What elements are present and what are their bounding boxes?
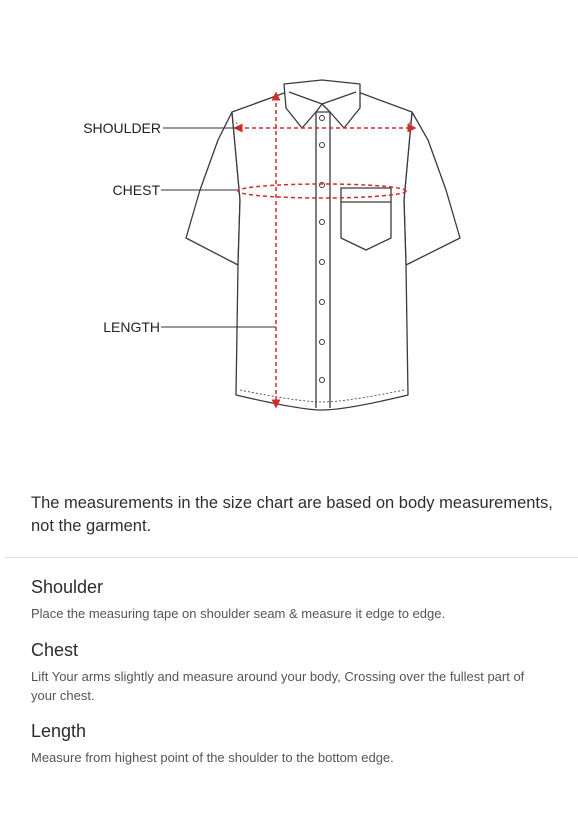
guide-chest xyxy=(31,639,531,705)
button xyxy=(320,340,325,345)
button xyxy=(320,116,325,121)
guide-text: Place the measuring tape on shoulder seam & measure it edge to edge. xyxy=(31,606,446,621)
left-sleeve xyxy=(186,112,240,265)
length-label: LENGTH xyxy=(103,319,160,335)
shoulder-label: SHOULDER xyxy=(83,120,161,136)
button xyxy=(320,220,325,225)
measurement-note: The measurements in the size chart are based on body measurements, not the garment. xyxy=(31,494,553,535)
divider xyxy=(5,557,578,558)
guide-length xyxy=(31,720,531,767)
chest-label: CHEST xyxy=(112,182,160,198)
shirt-illustration xyxy=(186,80,460,410)
guide-text: Measure from highest point of the shoulder to the bottom edge. xyxy=(31,750,394,765)
guide-title: Shoulder xyxy=(31,577,104,597)
button xyxy=(320,260,325,265)
guide-title: Chest xyxy=(31,640,79,660)
guide-text: Lift Your arms slightly and measure around your body, Crossing over the fullest part of your chest. xyxy=(31,669,525,703)
guide-shoulder xyxy=(31,576,531,623)
guide-title: Length xyxy=(31,721,87,741)
button xyxy=(320,378,325,383)
shirt-body xyxy=(232,92,412,410)
button xyxy=(320,183,325,188)
right-sleeve xyxy=(404,112,460,265)
button xyxy=(320,300,325,305)
button xyxy=(320,143,325,148)
